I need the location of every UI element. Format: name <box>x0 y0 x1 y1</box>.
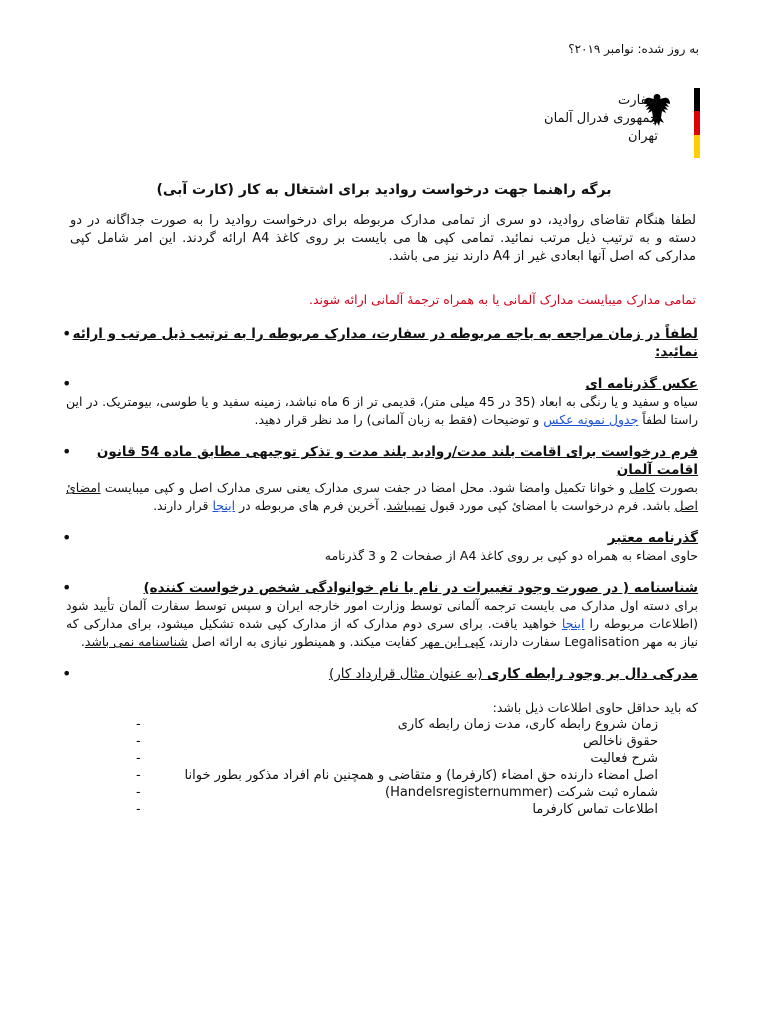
sub-item-text: اصل امضاء دارنده حق امضاء (کارفرما) و متقاضی و همچنین نام افراد مذکور بطور خوانا <box>184 768 658 783</box>
list-item <box>62 324 698 361</box>
updated-date: به روز شده: نوامبر ۲۰۱۹؟ <box>568 42 699 56</box>
underlined-text: شناسنامه نمی باشد <box>84 634 188 649</box>
employment-details-list <box>66 716 698 818</box>
embassy-address <box>544 92 658 146</box>
item-heading: گذرنامه معتبر <box>607 530 698 546</box>
body-text: خواهید یافت. برای سری دوم مدارک که از مدارک کپی شده تشکیل میشود، برای مدارکی که نیاز به مهر Legalisation سفارت دارند، <box>66 616 698 649</box>
list-item <box>62 374 698 429</box>
dash-icon: - <box>136 734 141 749</box>
bullet-icon: • <box>62 324 72 343</box>
item-heading: لطفاً در زمان مراجعه به باجه مربوطه در سفارت، مدارک مربوطه را به ترتیب ذیل مرتب و ارائه نمائید: <box>72 326 698 360</box>
list-item <box>62 528 698 565</box>
embassy-line-1: سفارت <box>618 93 658 108</box>
list-item <box>62 442 698 515</box>
sub-list-item <box>66 750 698 767</box>
sub-item-text: زمان شروع رابطه کاری، مدت زمان رابطه کاری <box>397 717 658 732</box>
underlined-text: نمیباشد <box>386 498 426 513</box>
flag-gold <box>694 135 700 158</box>
underlined-text: کپی این مهر <box>420 634 485 649</box>
photo-sample-link[interactable]: جدول نمونه عکس <box>543 412 639 427</box>
bullet-icon: • <box>62 578 72 597</box>
list-item <box>62 578 698 651</box>
bullet-icon: • <box>62 442 72 461</box>
item-heading: شناسنامه ( در صورت وجود تغییرات در نام یا نام خوانوادگی شخص درخواست کننده) <box>143 580 698 596</box>
german-translation-note: تمامی مدارک میبایست مدارک آلمانی یا به همراه ترجمهٔ آلمانی ارائه شوند. <box>309 292 696 307</box>
dash-icon: - <box>136 717 141 732</box>
bullet-icon: • <box>62 528 72 547</box>
item-body <box>66 393 698 429</box>
item-heading: عکس گذرنامه ای <box>585 376 698 392</box>
dash-icon: - <box>136 751 141 766</box>
body-text: کفایت میکند. و همینطور نیازی به ارائه اصل <box>187 634 421 649</box>
heading-note: (به عنوان مثال قرارداد کار) <box>328 666 487 682</box>
dash-icon: - <box>136 785 141 800</box>
embassy-line-2: جمهوری فدرال آلمان <box>544 111 658 126</box>
sub-list-item <box>66 716 698 733</box>
item-lead: که باید حداقل حاوی اطلاعات ذیل باشد: <box>492 700 698 715</box>
list-item <box>62 664 698 818</box>
flag-bar <box>694 88 700 158</box>
page-title: برگه راهنما جهت درخواست روادید برای اشتغال به کار (کارت آبی) <box>156 182 612 198</box>
sub-item-text: حقوق ناخالص <box>582 734 658 749</box>
item-body: حاوی امضاء به همراه دو کپی بر روی کاغذ A4 از صفحات 2 و 3 گذرنامه <box>324 548 698 563</box>
embassy-line-3: تهران <box>628 129 658 144</box>
dash-icon: - <box>136 802 141 817</box>
intro-paragraph: لطفا هنگام تقاضای روادید، دو سری از تمامی مدارک مربوطه برای درخواست روادید را به صورت جداگانه در دو دسته و به ترتیب ذیل مرتب نمائید. تمامی کپی ها می بایست بر روی کاغذ A4 ارائه گردند. این امر شامل کپی مدارکی که اصل آنها ابعادی غیر از A4 دارند نیز می باشد. <box>70 213 696 264</box>
body-text: و توضیحات (فقط به زبان آلمانی) را مد نظر قرار دهید. <box>254 412 544 427</box>
item-heading: فرم درخواست برای اقامت بلند مدت/روادید بلند مدت و تذکر توجیهی مطابق ماده 54 قانون اقامت آلمان <box>96 444 698 478</box>
dash-icon: - <box>136 768 141 783</box>
bullet-icon: • <box>62 664 72 683</box>
body-text: . <box>80 634 85 649</box>
requirements-list <box>62 324 698 832</box>
body-text: . آخرین فرم های مربوطه در <box>235 498 387 513</box>
body-text: سیاه و سفید و یا رنگی به ابعاد (35 در 45 میلی متر)، قدیمی تر از 6 ماه نباشد، زمینه سفید و یا طوسی، بیومتریک. در این راستا لطفاً <box>66 394 698 427</box>
underlined-text: کامل <box>629 480 656 495</box>
heading-text: مدرکی دال بر وجود رابطه کاری <box>486 666 698 682</box>
body-text: بصورت <box>655 480 698 495</box>
body-text: و خوانا تکمیل وامضا شود. محل امضا در جفت سری مدارک یعنی سری مدارک اصل و کپی میبایست <box>100 480 630 495</box>
item-body <box>66 479 698 515</box>
legalisation-info-link[interactable]: اینجا <box>561 616 585 631</box>
sub-list-item <box>66 733 698 750</box>
sub-item-text: شماره ثبت شرکت (Handelsregisternummer) <box>384 785 658 800</box>
sub-list-item <box>66 767 698 784</box>
bullet-icon: • <box>62 374 72 393</box>
forms-link[interactable]: اینجا <box>212 498 236 513</box>
item-body <box>66 597 698 651</box>
sub-list-item <box>66 801 698 818</box>
body-text: قرار دارند. <box>153 498 213 513</box>
underlined-text: امضائ اصل <box>66 480 698 513</box>
flag-red <box>694 111 700 134</box>
sub-list-item <box>66 784 698 801</box>
flag-black <box>694 88 700 111</box>
sub-item-text: شرح فعالیت <box>590 751 658 766</box>
body-text: باشد. فرم درخواست با امضائ کپی مورد قبول <box>425 498 675 513</box>
item-heading <box>66 665 698 683</box>
body-text: برای دسته اول مدارک می بایست ترجمه آلمانی توسط وزارت امور خارجه ایران و سپس توسط سفارت آلمان تأیید شود (اطلاعات مربوطه را <box>66 598 698 631</box>
sub-item-text: اطلاعات تماس کارفرما <box>532 802 658 817</box>
